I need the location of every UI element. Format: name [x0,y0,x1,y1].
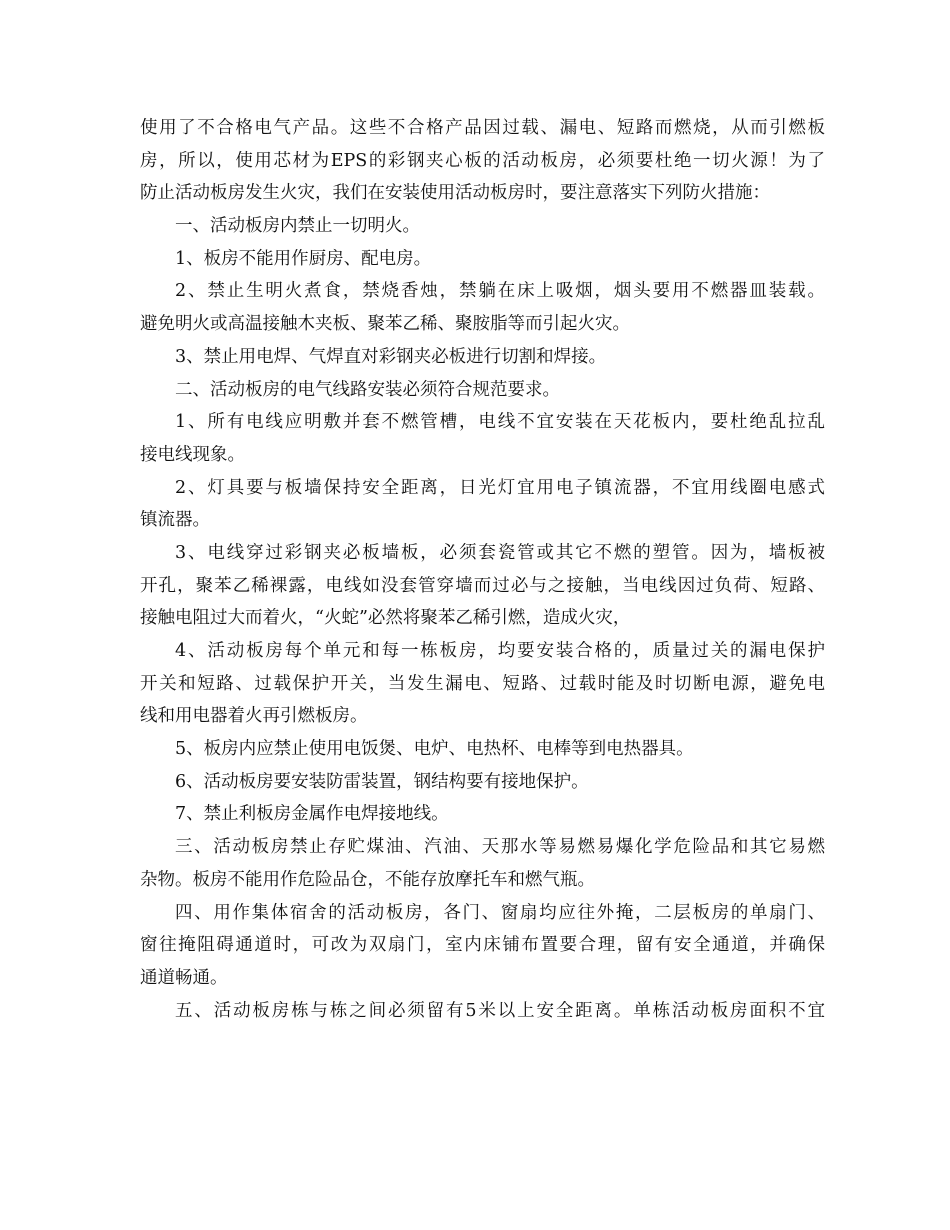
text-line: 通道畅通。 [140,967,228,988]
text-line: 6、活动板房要安装防雷装置，钢结构要有接地保护。 [175,771,589,792]
text-line: 镇流器。 [140,510,210,531]
text-line: 窗往掩阻碍通道时，可改为双扇门，室内床铺布置要合理，留有安全通道，并确保 [140,935,825,956]
text-line: 开孔，聚苯乙稀裸露，电线如没套管穿墙而过必与之接触，当电线因过负荷、短路、 [140,575,825,596]
text-line: 3、禁止用电焊、气焊直对彩钢夹必板进行切割和焊接。 [175,346,607,367]
text-line: 五、活动板房栋与栋之间必须留有5米以上安全距离。单栋活动板房面积不宜 [175,1000,825,1021]
body-text [140,112,825,1027]
text-line: 2、灯具要与板墙保持安全距离，日光灯宜用电子镇流器，不宜用线圈电感式 [175,477,825,498]
text-line: 四、用作集体宿舍的活动板房，各门、窗扇均应往外掩，二层板房的单扇门、 [175,902,825,923]
text-line: 3、电线穿过彩钢夹必板墙板，必须套瓷管或其它不燃的塑管。因为，墙板被 [175,542,825,563]
text-line: 接电线现象。 [140,444,245,465]
text-line: 二、活动板房的电气线路安装必须符合规范要求。 [175,379,560,400]
text-line: 2、禁止生明火煮食，禁烧香烛，禁躺在床上吸烟，烟头要用不燃器皿装载。 [175,281,825,302]
text-line: 房，所以，使用芯材为EPS的彩钢夹心板的活动板房，必须要杜绝一切火源！为了 [140,150,825,171]
text-line: 开关和短路、过载保护开关，当发生漏电、短路、过载时能及时切断电源，避免电 [140,673,825,694]
text-line: 一、活动板房内禁止一切明火。 [175,216,420,237]
text-line: 5、板房内应禁止使用电饭煲、电炉、电热杯、电棒等到电热器具。 [175,739,694,760]
text-line: 4、活动板房每个单元和每一栋板房，均要安装合格的，质量过关的漏电保护 [175,641,825,661]
text-line: 三、活动板房禁止存贮煤油、汽油、天那水等易燃易爆化学危险品和其它易燃 [175,837,825,858]
text-line: 线和用电器着火再引燃板房。 [140,706,368,727]
text-line: 使用了不合格电气产品。这些不合格产品因过载、漏电、短路而燃烧，从而引燃板 [140,118,825,138]
text-line: 防止活动板房发生火灾，我们在安装使用活动板房时，要注意落实下列防火措施： [140,183,770,204]
text-line: 杂物。板房不能用作危险品仓，不能存放摩托车和燃气瓶。 [140,869,595,890]
text-line: 接触电阻过大而着火，“火蛇”必然将聚苯乙稀引燃，造成火灾， [140,608,631,629]
text-line: 1、板房不能用作厨房、配电房。 [175,248,432,269]
text-line: 避免明火或高温接触木夹板、聚苯乙稀、聚胺脂等而引起火灾。 [140,314,630,335]
text-line: 1、所有电线应明敷并套不燃管槽，电线不宜安装在天花板内，要杜绝乱拉乱 [175,412,825,433]
text-line: 7、禁止利板房金属作电焊接地线。 [175,804,449,825]
